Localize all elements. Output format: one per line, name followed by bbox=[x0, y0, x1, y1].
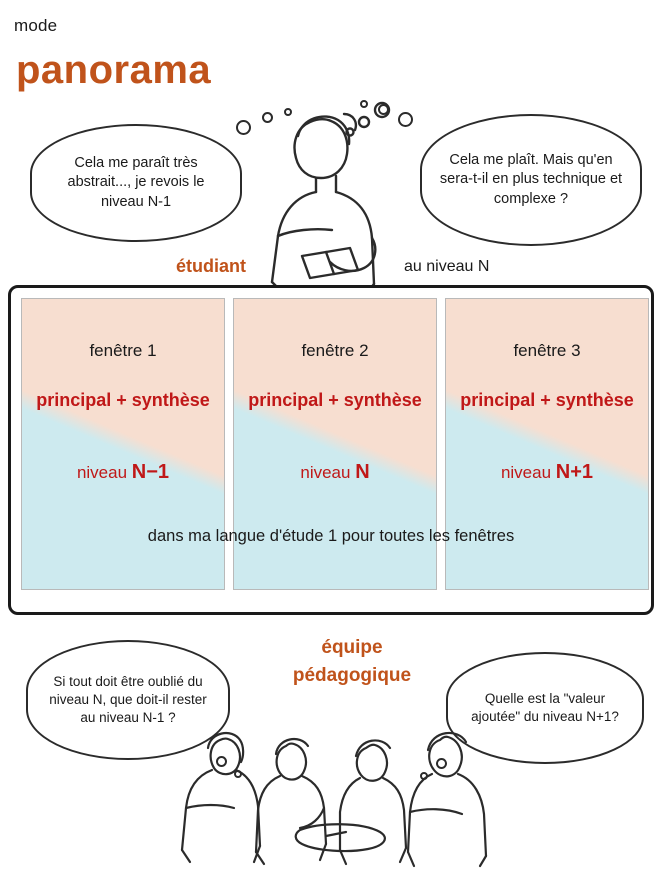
window-2-title: fenêtre 2 bbox=[301, 341, 369, 360]
student-thought-bubble-left-text: Cela me paraît très abstrait..., je revois le niveau N-1 bbox=[67, 154, 205, 210]
team-role-label bbox=[262, 634, 442, 689]
window-3-title: fenêtre 3 bbox=[513, 341, 581, 360]
window-2[interactable] bbox=[233, 298, 437, 590]
page-title: panorama bbox=[16, 48, 212, 92]
window-3-main bbox=[446, 387, 648, 413]
window-2-level-value: N bbox=[355, 461, 370, 483]
windows-row bbox=[21, 298, 649, 590]
window-3-level bbox=[446, 461, 648, 484]
window-3-level-value: N+1 bbox=[555, 461, 594, 483]
thought-dot-icon bbox=[360, 100, 368, 108]
window-1-main-line1: principal bbox=[36, 390, 112, 410]
window-1[interactable] bbox=[21, 298, 225, 590]
window-1-level-value: N−1 bbox=[131, 461, 170, 483]
window-3-main-line1: principal bbox=[460, 390, 536, 410]
student-role-label: étudiant bbox=[176, 256, 246, 276]
window-3-level-prefix: niveau bbox=[500, 463, 556, 482]
student-figure bbox=[232, 96, 432, 301]
student-thought-bubble-right bbox=[420, 114, 642, 246]
window-1-title: fenêtre 1 bbox=[89, 341, 157, 360]
student-thought-bubble-right-text: Cela me plaît. Mais qu'en sera-t-il en plus technique et complexe ? bbox=[439, 151, 623, 207]
thought-dot-icon bbox=[284, 108, 292, 116]
student-level-label: au niveau N bbox=[404, 258, 490, 275]
window-3-main-line2: + synthèse bbox=[540, 390, 634, 410]
thought-dot-icon bbox=[378, 104, 389, 115]
teaching-team-figures bbox=[150, 718, 510, 873]
panel-footnote: dans ma langue d'étude 1 pour toutes les fenêtres bbox=[147, 527, 515, 545]
thought-dot-icon bbox=[262, 112, 273, 123]
thought-dot-icon bbox=[398, 112, 413, 127]
window-1-main-line2: + synthèse bbox=[116, 390, 210, 410]
window-2-main bbox=[234, 387, 436, 413]
team-role-label-line1: équipe bbox=[321, 637, 383, 658]
window-2-main-line2: + synthèse bbox=[328, 390, 422, 410]
student-thought-bubble-left bbox=[30, 124, 242, 242]
team-thought-bubble-left-text: Si tout doit être oublié du niveau N, que doit-il rester au niveau N-1 ? bbox=[49, 673, 207, 726]
mode-label: mode bbox=[14, 16, 58, 35]
window-1-main bbox=[22, 387, 224, 413]
window-1-level-prefix: niveau bbox=[76, 463, 132, 482]
window-2-level bbox=[234, 461, 436, 484]
window-2-main-line1: principal bbox=[248, 390, 324, 410]
window-2-level-prefix: niveau bbox=[300, 463, 356, 482]
window-3[interactable] bbox=[445, 298, 649, 590]
team-role-label-line2: pédagogique bbox=[292, 664, 412, 686]
thought-dot-icon bbox=[236, 120, 251, 135]
window-1-level bbox=[22, 461, 224, 484]
windows-panel bbox=[8, 285, 654, 615]
team-thought-bubble-right-text: Quelle est la "valeur ajoutée" du niveau N+1? bbox=[471, 690, 619, 724]
